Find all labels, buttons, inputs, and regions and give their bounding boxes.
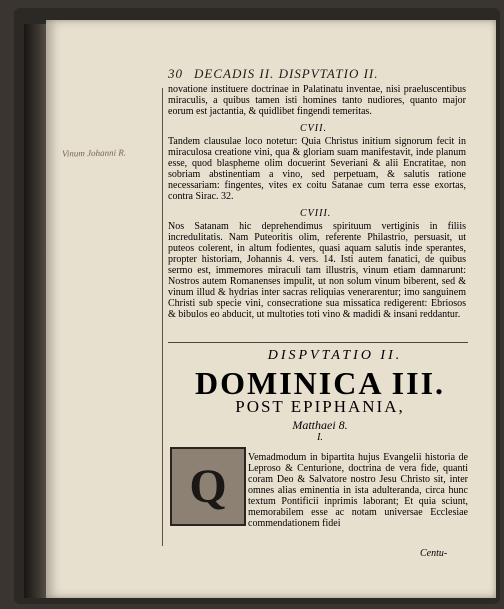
handwritten-margin-note: Vinum Johanni R.: [61, 147, 127, 159]
decorated-initial: Q: [170, 447, 246, 526]
scripture-reference: Matthaei 8.: [292, 418, 348, 432]
margin-rule: [162, 88, 163, 546]
section-divider: [168, 342, 468, 343]
disputatio-label: DISPVTATIO II.: [267, 348, 403, 363]
numeral: I.: [317, 432, 323, 443]
page-number: 30: [168, 66, 183, 81]
section-heading-cviii: CVIII.: [300, 208, 332, 219]
subtitle: POST EPIPHANIA,: [235, 397, 405, 416]
main-title: DOMINICA III.: [194, 365, 446, 401]
catchword: Centu-: [420, 548, 448, 559]
section-heading-cvii: CVII.: [300, 123, 327, 134]
paragraph-cviii: Nos Satanam hic deprehendimus spirituum vertiginis in filiis incredulitatis. Nam Puteoritis olim, referente Philastrio, persuasit, ut puteos colerent, in altum fodientes, quasi aquam salutis inde sperantes, propter historiam, Johannis 4. vers. 14. Isti autem fanatici, de quibus sermo est, immemores miraculi tam illustris, vinum etiam damnarunt: Nostros autem Romanenses impulit, ut non solum vinum biberent, sed & vinum illud & hydrias inter sacras reliquias venerarentur; imo sanguinem Christi sub specie vini, consecratione sua missatica redigerent: Ebriosos & bibulos eo abducit, ut multoties toti vino & madidi & insani reddantur.: [168, 221, 466, 320]
paragraph-cvii: Tandem clausulae loco notetur: Quia Christus initium signorum fecit in miraculosa creatione vini, qua & gloriam suam manifestavit, inde planum esse, quod blaspheme olim docuerint Severiani & alii Encratitae, non sobriam abstinentiam a vino, sed perpetuam, & salutis ratione necessariam: fingentes, vites ex coitu Satanae cum terra esse exortas, contra Sirac. 32.: [168, 136, 466, 202]
paragraph-intro: novatione instituere doctrinae in Palatinatu inventae, nisi praeluscentibus miraculis, a quibus tamen isti homines tanto nudiores, quanto major eorum est jactantia, & quidlibet fingendi temeritas.: [168, 84, 466, 117]
opening-paragraph: Vemadmodum in bipartita hujus Evangelii historia de Leproso & Centurione, doctrina de vera fide, quanti coram Deo & Salvatore nostro Jesu Christo sit, inter omnes alias eminentia in ista adulteranda, circa hunc textum Pontificii inprimis laborant; Et quia sciunt, memorabilem esse ac notam universae Ecclesiae commendationem fidei: [248, 452, 468, 529]
page-edge: [24, 24, 48, 598]
header-title: DECADIS II. DISPVTATIO II.: [194, 66, 379, 81]
